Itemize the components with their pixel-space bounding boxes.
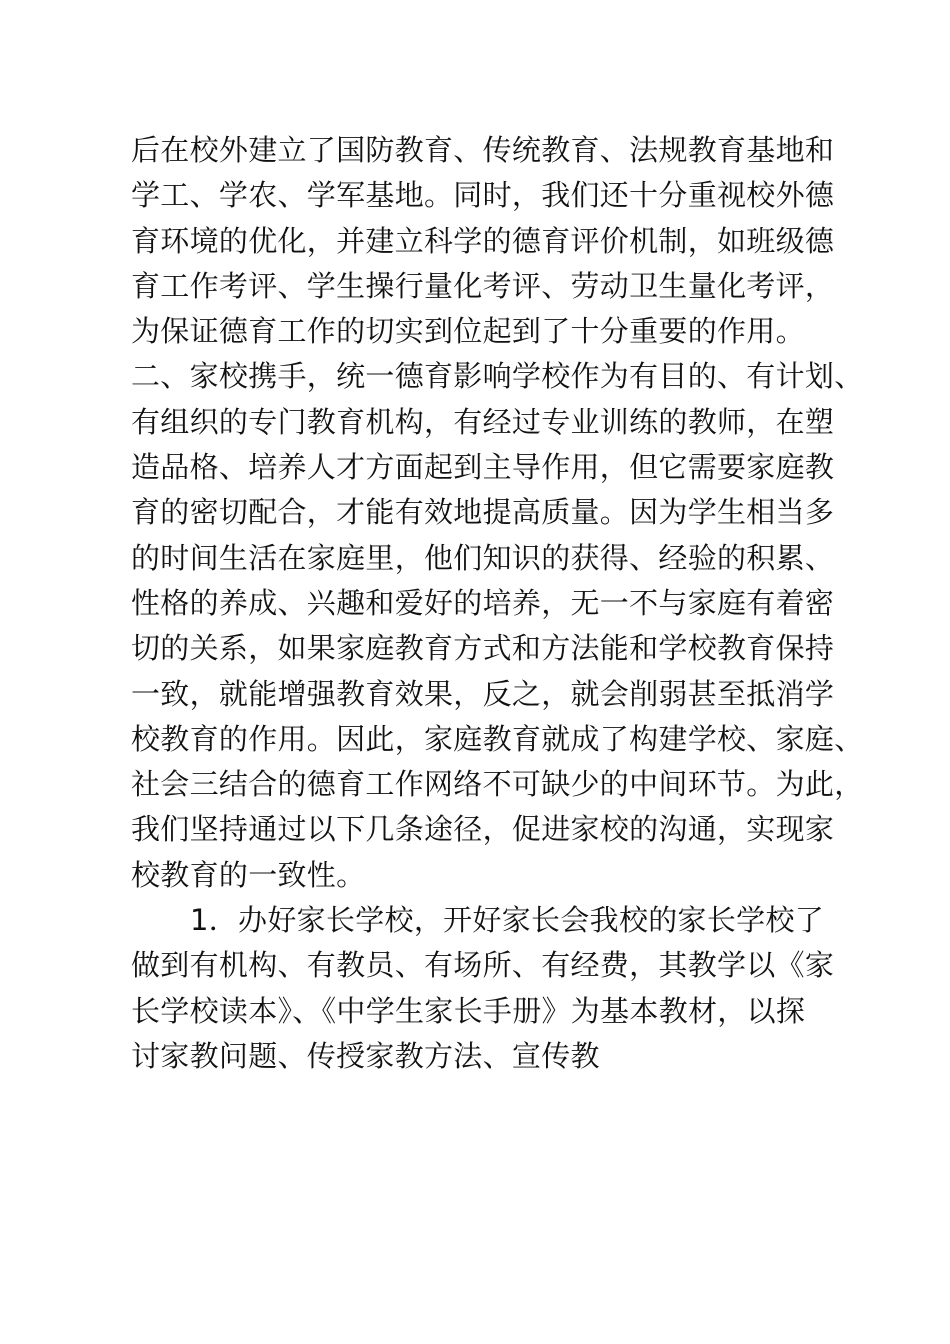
text-line: 学工、学农、学军基地。同时，我们还十分重视校外德 xyxy=(131,178,835,213)
numbered-item-line: 1．办好家长学校，开好家长会我校的家长学校了 xyxy=(190,903,825,938)
text-line: 后在校外建立了国防教育、传统教育、法规教育基地和 xyxy=(131,133,835,167)
text-line: 我们坚持通过以下几条途径，促进家校的沟通，实现家 xyxy=(131,812,835,847)
text-line: 造品格、培养人才方面起到主导作用，但它需要家庭教 xyxy=(131,450,835,485)
text-line: 讨家教问题、传授家教方法、宣传教 xyxy=(131,1038,600,1073)
text-line: 校教育的作用。因此，家庭教育就成了构建学校、家庭、 xyxy=(131,721,864,756)
text-line: 育的密切配合，才能有效地提高质量。因为学生相当多 xyxy=(131,495,835,530)
text-line: 有组织的专门教育机构，有经过专业训练的教师，在塑 xyxy=(131,404,835,439)
text-line: 社会三结合的德育工作网络不可缺少的中间环节。为此， xyxy=(131,767,864,802)
body-text xyxy=(131,128,864,1079)
text-line: 做到有机构、有教员、有场所、有经费，其教学以《家 xyxy=(131,948,835,983)
text-line: 为保证德育工作的切实到位起到了十分重要的作用。 xyxy=(131,314,805,349)
text-line: 校教育的一致性。 xyxy=(131,857,366,892)
text-line: 育工作考评、学生操行量化考评、劳动卫生量化考评， xyxy=(131,268,835,303)
text-line: 性格的养成、兴趣和爱好的培养，无一不与家庭有着密 xyxy=(131,585,835,620)
section-heading-line: 二、家校携手，统一德育影响学校作为有目的、有计划、 xyxy=(131,359,864,394)
text-line: 的时间生活在家庭里，他们知识的获得、经验的积累、 xyxy=(131,540,835,575)
text-line: 切的关系，如果家庭教育方式和方法能和学校教育保持 xyxy=(131,631,835,666)
text-line: 一致，就能增强教育效果，反之，就会削弱甚至抵消学 xyxy=(131,676,835,711)
text-line: 长学校读本》、《中学生家长手册》为基本教材，以探 xyxy=(131,993,806,1028)
text-line: 育环境的优化，并建立科学的德育评价机制，如班级德 xyxy=(131,223,835,258)
